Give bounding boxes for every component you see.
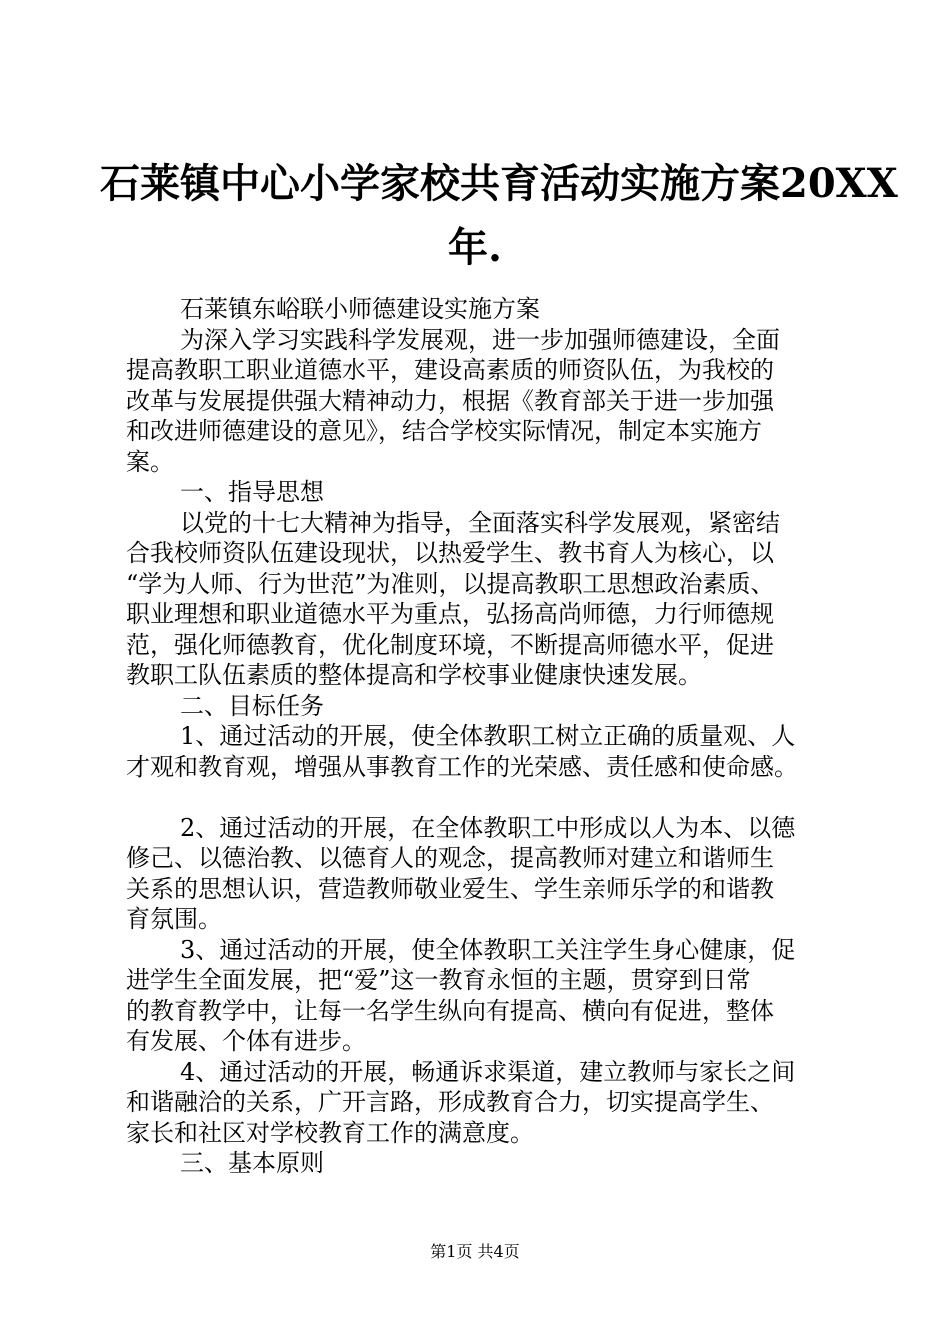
page-number-footer: 第1页 共4页 — [430, 1242, 520, 1261]
paragraph-line: 的教育教学中，让每一名学生纵向有提高、横向有促进，整体 — [126, 996, 774, 1025]
paragraph-line: 改革与发展提供强大精神动力，根据《教育部关于进一步加强 — [126, 386, 774, 415]
paragraph-line: 进学生全面发展，把“爱”这一教育永恒的主题，贯穿到日常 — [126, 966, 751, 994]
paragraph-line: 范，强化师德教育，优化制度环境，不断提高师德水平，促进 — [126, 630, 774, 659]
blank-line — [126, 782, 836, 813]
paragraph-line: 为深入学习实践科学发展观，进一步加强师德建设，全面 — [180, 325, 780, 354]
paragraph-line: 2、通过活动的开展，在全体教职工中形成以人为本、以德 — [180, 813, 796, 842]
section-heading: 一、指导思想 — [180, 478, 324, 506]
section-heading: 二、目标任务 — [180, 691, 324, 720]
paragraph-line: 育氛围。 — [126, 905, 222, 933]
paragraph-line: 以党的十七大精神为指导，全面落实科学发展观，紧密结 — [180, 508, 780, 537]
paragraph-line: 案。 — [126, 447, 174, 476]
paragraph-line: 教职工队伍素质的整体提高和学校事业健康快速发展。 — [126, 661, 702, 689]
paragraph-line: 和改进师德建设的意见》，结合学校实际情况，制定本实施方 — [126, 417, 762, 445]
paragraph-line: 4、通过活动的开展，畅通诉求渠道，建立教师与家长之间 — [180, 1057, 796, 1086]
document-title-line-1: 石莱镇中心小学家校共育活动实施方案20XX — [100, 160, 898, 207]
paragraph-line: 1、通过活动的开展，使全体教职工树立正确的质量观、人 — [180, 722, 796, 750]
paragraph-line: “学为人师、行为世范”为准则，以提高教职工思想政治素质、 — [126, 569, 775, 598]
subtitle-line: 石莱镇东峪联小师德建设实施方案 — [180, 295, 540, 323]
document-title-line-2: 年. — [448, 224, 502, 271]
paragraph-line: 提高教职工职业道德水平，建设高素质的师资队伍，为我校的 — [126, 356, 774, 384]
document-body — [126, 294, 836, 1179]
section-heading: 三、基本原则 — [180, 1149, 324, 1177]
paragraph-line: 合我校师资队伍建设现状，以热爱学生、教书育人为核心，以 — [126, 539, 774, 567]
paragraph-line: 关系的思想认识，营造教师敬业爱生、学生亲师乐学的和谐教 — [126, 874, 774, 903]
paragraph-line: 家长和社区对学校教育工作的满意度。 — [126, 1118, 534, 1147]
paragraph-line: 和谐融洽的关系，广开言路，形成教育合力，切实提高学生、 — [126, 1088, 774, 1116]
paragraph-line: 3、通过活动的开展，使全体教职工关注学生身心健康，促 — [180, 935, 796, 964]
paragraph-line: 职业理想和职业道德水平为重点，弘扬高尚师德，力行师德规 — [126, 600, 774, 628]
paragraph-line: 修己、以德治教、以德育人的观念，提高教师对建立和谐师生 — [126, 844, 774, 872]
paragraph-line: 有发展、个体有进步。 — [126, 1027, 366, 1055]
paragraph-line: 才观和教育观，增强从事教育工作的光荣感、责任感和使命感。 — [126, 752, 798, 781]
